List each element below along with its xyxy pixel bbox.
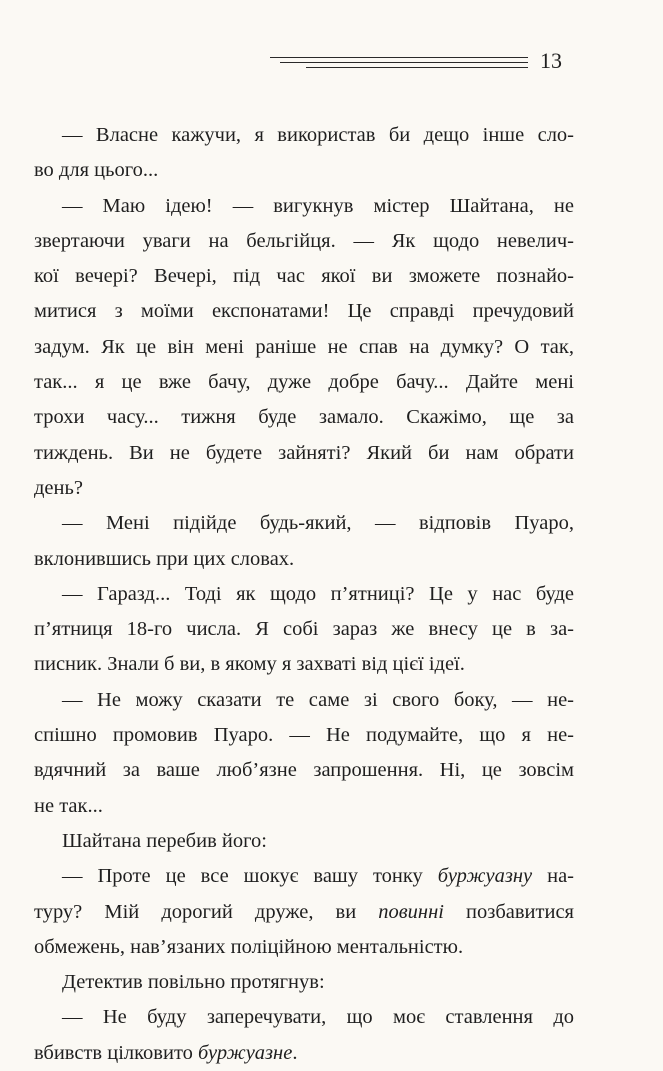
text-segment: спішно промовив Пуаро. — Не подумайте, що я не- [34, 724, 574, 747]
text-line [34, 577, 574, 612]
text-segment: так... я це вже бачу, дуже добре бачу... Дайте мені [34, 371, 574, 394]
text-segment: Шайтана перебив його: [62, 829, 267, 852]
text-line [34, 1036, 574, 1071]
text-segment: вдячний за ваше люб’язне запрошення. Ні, це зовсім [34, 759, 574, 782]
text-segment: вбивств цілковито [34, 1041, 199, 1064]
text-segment: — Маю ідею! — вигукнув містер Шайтана, не [62, 194, 574, 217]
text-line [34, 259, 574, 294]
page-header [270, 46, 590, 76]
text-line [34, 718, 574, 753]
text-segment: вклонившись при цих словах. [34, 547, 295, 570]
text-line [34, 895, 574, 930]
text-segment: кої вечері? Вечері, під час якої ви зможете познайо- [34, 265, 574, 288]
header-rule [306, 67, 528, 68]
text-segment: митися з моїми експонатами! Це справді пречудовий [34, 300, 574, 323]
italic-text: буржуазну [437, 865, 533, 888]
text-line [34, 506, 574, 541]
text-segment: позбавитися [443, 900, 574, 923]
text-line [34, 965, 574, 1000]
text-line [34, 683, 574, 718]
text-segment: трохи часу... тижня буде замало. Скажімо, ще за [34, 406, 574, 429]
text-segment: Детектив повільно протягнув: [62, 971, 325, 994]
text-line [34, 789, 574, 824]
text-segment: на- [532, 865, 574, 888]
text-segment: не так... [34, 794, 103, 817]
text-line [34, 930, 574, 965]
text-segment: день? [34, 476, 83, 499]
text-segment: — Мені підійде будь-який, — відповів Пуаро, [62, 512, 574, 535]
text-segment: — Не буду заперечувати, що моє ставлення до [62, 1006, 574, 1029]
text-segment: туру? Мій дорогий друже, ви [34, 900, 379, 923]
text-line [34, 647, 574, 682]
header-rule [270, 57, 528, 58]
text-line [34, 612, 574, 647]
text-line [34, 365, 574, 400]
text-line [34, 294, 574, 329]
italic-text: буржуазне [198, 1041, 293, 1064]
text-line [34, 824, 574, 859]
text-segment: . [292, 1041, 298, 1064]
text-segment: во для цього... [34, 159, 159, 182]
text-segment: писник. Знали б ви, в якому я захваті від цієї ідеї. [34, 653, 465, 676]
text-segment: — Власне кажучи, я використав би дещо інше сло- [62, 124, 574, 146]
text-line [34, 400, 574, 435]
text-segment: звертаючи уваги на бельгійця. — Як щодо невелич- [34, 229, 574, 252]
text-segment: задум. Як це він мені раніше не спав на думку? О так, [34, 335, 574, 358]
text-line [34, 753, 574, 788]
text-line [34, 330, 574, 365]
text-segment: тиждень. Ви не будете зайняті? Який би нам обрати [34, 441, 574, 464]
text-segment: — Гаразд... Тоді як щодо п’ятниці? Це у нас буде [62, 582, 574, 605]
body-text [34, 118, 574, 1071]
text-line [34, 1000, 574, 1035]
text-line [34, 542, 574, 577]
text-line [34, 859, 574, 894]
text-segment: обмежень, нав’язаних поліційною ментальністю. [34, 935, 464, 958]
text-segment: — Проте це все шокує вашу тонку [62, 865, 438, 888]
text-line [34, 189, 574, 224]
text-line [34, 471, 574, 506]
italic-text: повинні [378, 900, 444, 923]
page-number: 13 [540, 48, 562, 73]
text-line [34, 436, 574, 471]
text-segment: п’ятниця 18-го числа. Я собі зараз же внесу це в за- [34, 618, 574, 641]
text-line [34, 224, 574, 259]
text-segment: — Не можу сказати те саме зі свого боку, — не- [62, 688, 574, 711]
header-rule [280, 62, 528, 63]
text-line [34, 118, 574, 153]
text-line [34, 153, 574, 188]
